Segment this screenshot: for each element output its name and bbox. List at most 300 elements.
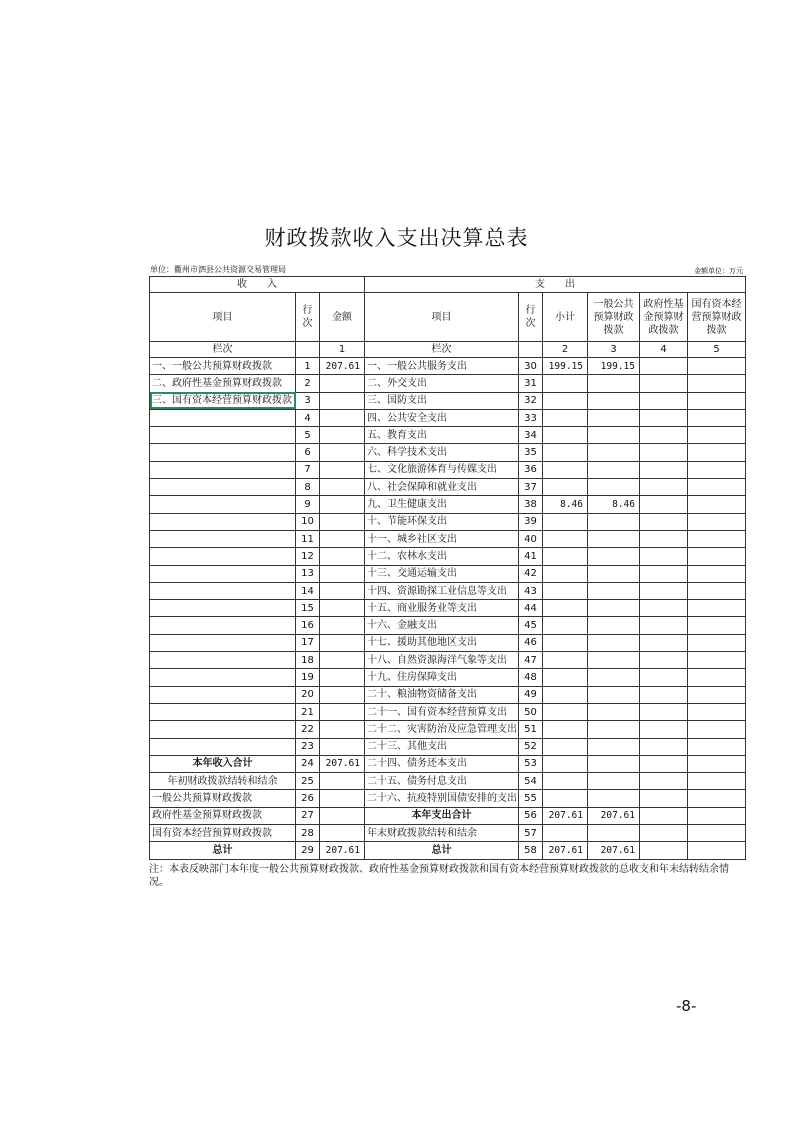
expense-row-no-cell[interactable]: 37 bbox=[519, 479, 543, 496]
expense-item-cell[interactable]: 十四、资源勘探工业信息等支出 bbox=[365, 582, 519, 599]
income-amount-cell[interactable]: 207.61 bbox=[320, 358, 365, 375]
subtotal-cell[interactable]: 199.15 bbox=[543, 358, 588, 375]
table-row bbox=[150, 669, 746, 686]
income-row-no-cell[interactable]: 15 bbox=[296, 600, 320, 617]
income-item-cell[interactable]: 国有资本经营预算财政拨款 bbox=[150, 825, 296, 842]
expense-item-cell[interactable]: 一、一般公共服务支出 bbox=[365, 358, 519, 375]
income-row-no-cell[interactable]: 18 bbox=[296, 652, 320, 669]
general-budget-cell[interactable] bbox=[588, 721, 640, 738]
expense-item-cell[interactable]: 十、节能环保支出 bbox=[365, 513, 519, 530]
expense-row-no-cell[interactable]: 31 bbox=[519, 375, 543, 392]
expense-item-cell[interactable]: 六、科学技术支出 bbox=[365, 444, 519, 461]
gov-fund-cell[interactable] bbox=[640, 461, 688, 478]
general-budget-cell[interactable] bbox=[588, 548, 640, 565]
income-item-cell[interactable] bbox=[150, 548, 296, 565]
header-income-amount[interactable]: 金额 bbox=[320, 293, 365, 342]
income-amount-cell[interactable] bbox=[320, 738, 365, 755]
general-budget-cell[interactable] bbox=[588, 409, 640, 426]
expense-row-no-cell[interactable]: 30 bbox=[519, 358, 543, 375]
expense-item-cell[interactable]: 四、公共安全支出 bbox=[365, 409, 519, 426]
state-capital-cell[interactable] bbox=[688, 686, 746, 703]
subtotal-cell[interactable] bbox=[543, 686, 588, 703]
expense-row-no-cell[interactable]: 54 bbox=[519, 773, 543, 790]
expense-row-no-cell[interactable]: 52 bbox=[519, 738, 543, 755]
table-footnote: 注：本表反映部门本年度一般公共预算财政拨款、政府性基金预算财政拨款和国有资本经营预算财政拨款的总收支和年末结转结余情况。 bbox=[149, 863, 729, 888]
expense-item-cell[interactable]: 二十六、抗疫特别国债安排的支出 bbox=[365, 790, 519, 807]
income-item-cell[interactable]: 一般公共预算财政拨款 bbox=[150, 790, 296, 807]
table-row bbox=[150, 582, 746, 599]
subtotal-cell[interactable] bbox=[543, 755, 588, 772]
general-budget-cell[interactable] bbox=[588, 530, 640, 547]
income-row-no-cell[interactable]: 9 bbox=[296, 496, 320, 513]
state-capital-cell[interactable] bbox=[688, 461, 746, 478]
table-row bbox=[150, 686, 746, 703]
col-index-label-right[interactable]: 栏次 bbox=[365, 342, 519, 358]
subtotal-cell[interactable] bbox=[543, 392, 588, 409]
expense-item-cell[interactable]: 十七、援助其他地区支出 bbox=[365, 634, 519, 651]
state-capital-cell[interactable] bbox=[688, 825, 746, 842]
income-amount-cell[interactable] bbox=[320, 375, 365, 392]
income-item-cell[interactable] bbox=[150, 530, 296, 547]
gov-fund-cell[interactable] bbox=[640, 617, 688, 634]
state-capital-cell[interactable] bbox=[688, 548, 746, 565]
expense-row-no-cell[interactable]: 57 bbox=[519, 825, 543, 842]
gov-fund-cell[interactable] bbox=[640, 703, 688, 720]
general-budget-cell[interactable]: 199.15 bbox=[588, 358, 640, 375]
subtotal-cell[interactable] bbox=[543, 548, 588, 565]
income-item-cell[interactable] bbox=[150, 496, 296, 513]
subtotal-cell[interactable] bbox=[543, 375, 588, 392]
expense-row-no-cell[interactable]: 50 bbox=[519, 703, 543, 720]
general-budget-cell[interactable] bbox=[588, 755, 640, 772]
header-gov-fund[interactable]: 政府性基金预算财政拨款 bbox=[640, 293, 688, 342]
income-row-no-cell[interactable]: 17 bbox=[296, 634, 320, 651]
expense-row-no-cell[interactable]: 45 bbox=[519, 617, 543, 634]
income-item-cell[interactable] bbox=[150, 721, 296, 738]
gov-fund-cell[interactable] bbox=[640, 409, 688, 426]
general-budget-cell[interactable] bbox=[588, 444, 640, 461]
expense-item-cell[interactable]: 十一、城乡社区支出 bbox=[365, 530, 519, 547]
income-item-cell[interactable] bbox=[150, 617, 296, 634]
income-row-no-cell[interactable]: 19 bbox=[296, 669, 320, 686]
income-amount-cell[interactable] bbox=[320, 773, 365, 790]
income-item-cell[interactable] bbox=[150, 427, 296, 444]
expense-item-cell[interactable]: 二十四、债务还本支出 bbox=[365, 755, 519, 772]
subtotal-cell[interactable] bbox=[543, 790, 588, 807]
table-row bbox=[150, 496, 746, 513]
gov-fund-cell[interactable] bbox=[640, 582, 688, 599]
expense-row-no-cell[interactable]: 32 bbox=[519, 392, 543, 409]
gov-fund-cell[interactable] bbox=[640, 565, 688, 582]
income-amount-cell[interactable] bbox=[320, 479, 365, 496]
expense-row-no-cell[interactable]: 36 bbox=[519, 461, 543, 478]
col-index-blank[interactable] bbox=[519, 342, 543, 358]
income-row-no-cell[interactable]: 16 bbox=[296, 617, 320, 634]
gov-fund-cell[interactable] bbox=[640, 825, 688, 842]
table-row bbox=[150, 461, 746, 478]
table-row bbox=[150, 790, 746, 807]
income-item-cell[interactable]: 年初财政拨款结转和结余 bbox=[150, 773, 296, 790]
income-row-no-cell[interactable]: 13 bbox=[296, 565, 320, 582]
state-capital-cell[interactable] bbox=[688, 496, 746, 513]
gov-fund-cell[interactable] bbox=[640, 790, 688, 807]
expense-row-no-cell[interactable]: 34 bbox=[519, 427, 543, 444]
income-row-no-cell[interactable]: 22 bbox=[296, 721, 320, 738]
subtotal-cell[interactable] bbox=[543, 530, 588, 547]
expense-row-no-cell[interactable]: 47 bbox=[519, 652, 543, 669]
expense-row-no-cell[interactable]: 43 bbox=[519, 582, 543, 599]
col-index-1[interactable]: 1 bbox=[320, 342, 365, 358]
subtotal-cell[interactable] bbox=[543, 513, 588, 530]
general-budget-cell[interactable] bbox=[588, 773, 640, 790]
state-capital-cell[interactable] bbox=[688, 773, 746, 790]
header-income-item[interactable]: 项目 bbox=[150, 293, 296, 342]
expense-item-cell[interactable]: 九、卫生健康支出 bbox=[365, 496, 519, 513]
expense-row-no-cell[interactable]: 48 bbox=[519, 669, 543, 686]
subtotal-cell[interactable]: 207.61 bbox=[543, 807, 588, 824]
expense-item-cell[interactable]: 十六、金融支出 bbox=[365, 617, 519, 634]
state-capital-cell[interactable] bbox=[688, 565, 746, 582]
income-item-cell[interactable]: 本年收入合计 bbox=[150, 755, 296, 772]
gov-fund-cell[interactable] bbox=[640, 479, 688, 496]
income-amount-cell[interactable] bbox=[320, 582, 365, 599]
expense-item-cell[interactable]: 二、外交支出 bbox=[365, 375, 519, 392]
gov-fund-cell[interactable] bbox=[640, 721, 688, 738]
expense-item-cell[interactable]: 三、国防支出 bbox=[365, 392, 519, 409]
col-index-blank[interactable] bbox=[296, 342, 320, 358]
expense-item-cell[interactable]: 总计 bbox=[365, 842, 519, 859]
subtotal-cell[interactable] bbox=[543, 409, 588, 426]
income-section-header[interactable]: 收 入 bbox=[150, 277, 365, 293]
expense-row-no-cell[interactable]: 33 bbox=[519, 409, 543, 426]
subtotal-cell[interactable] bbox=[543, 652, 588, 669]
expense-item-cell[interactable]: 年末财政拨款结转和结余 bbox=[365, 825, 519, 842]
col-index-label-left[interactable]: 栏次 bbox=[150, 342, 296, 358]
income-amount-cell[interactable] bbox=[320, 427, 365, 444]
state-capital-cell[interactable] bbox=[688, 479, 746, 496]
expense-row-no-cell[interactable]: 58 bbox=[519, 842, 543, 859]
table-row bbox=[150, 755, 746, 772]
income-item-cell[interactable]: 一、一般公共预算财政拨款 bbox=[150, 358, 296, 375]
state-capital-cell[interactable] bbox=[688, 358, 746, 375]
header-state-capital[interactable]: 国有资本经营预算财政拨款 bbox=[688, 293, 746, 342]
income-amount-cell[interactable] bbox=[320, 686, 365, 703]
expense-row-no-cell[interactable]: 44 bbox=[519, 600, 543, 617]
general-budget-cell[interactable]: 207.61 bbox=[588, 842, 640, 859]
general-budget-cell[interactable] bbox=[588, 565, 640, 582]
expense-item-cell[interactable]: 十九、住房保障支出 bbox=[365, 669, 519, 686]
general-budget-cell[interactable] bbox=[588, 703, 640, 720]
income-amount-cell[interactable] bbox=[320, 565, 365, 582]
col-index-4[interactable]: 4 bbox=[640, 342, 688, 358]
gov-fund-cell[interactable] bbox=[640, 513, 688, 530]
gov-fund-cell[interactable] bbox=[640, 652, 688, 669]
expense-row-no-cell[interactable]: 35 bbox=[519, 444, 543, 461]
gov-fund-cell[interactable] bbox=[640, 842, 688, 859]
expense-row-no-cell[interactable]: 56 bbox=[519, 807, 543, 824]
state-capital-cell[interactable] bbox=[688, 669, 746, 686]
table-row bbox=[150, 479, 746, 496]
subtotal-cell[interactable]: 8.46 bbox=[543, 496, 588, 513]
income-amount-cell[interactable] bbox=[320, 669, 365, 686]
general-budget-cell[interactable] bbox=[588, 392, 640, 409]
state-capital-cell[interactable] bbox=[688, 807, 746, 824]
expense-row-no-cell[interactable]: 49 bbox=[519, 686, 543, 703]
income-row-no-cell[interactable]: 25 bbox=[296, 773, 320, 790]
general-budget-cell[interactable] bbox=[588, 513, 640, 530]
state-capital-cell[interactable] bbox=[688, 721, 746, 738]
income-row-no-cell[interactable]: 29 bbox=[296, 842, 320, 859]
income-amount-cell[interactable] bbox=[320, 548, 365, 565]
income-row-no-cell[interactable]: 1 bbox=[296, 358, 320, 375]
gov-fund-cell[interactable] bbox=[640, 358, 688, 375]
gov-fund-cell[interactable] bbox=[640, 807, 688, 824]
col-index-2[interactable]: 2 bbox=[543, 342, 588, 358]
gov-fund-cell[interactable] bbox=[640, 600, 688, 617]
general-budget-cell[interactable]: 207.61 bbox=[588, 807, 640, 824]
header-subtotal[interactable]: 小计 bbox=[543, 293, 588, 342]
income-amount-cell[interactable]: 207.61 bbox=[320, 842, 365, 859]
gov-fund-cell[interactable] bbox=[640, 548, 688, 565]
general-budget-cell[interactable] bbox=[588, 479, 640, 496]
income-item-cell[interactable] bbox=[150, 703, 296, 720]
income-item-cell[interactable]: 三、国有资本经营预算财政拨款 bbox=[150, 392, 296, 409]
table-row bbox=[150, 721, 746, 738]
state-capital-cell[interactable] bbox=[688, 738, 746, 755]
state-capital-cell[interactable] bbox=[688, 375, 746, 392]
income-row-no-cell[interactable]: 24 bbox=[296, 755, 320, 772]
subtotal-cell[interactable] bbox=[543, 825, 588, 842]
income-item-cell[interactable]: 总计 bbox=[150, 842, 296, 859]
income-row-no-cell[interactable]: 23 bbox=[296, 738, 320, 755]
subtotal-cell[interactable] bbox=[543, 738, 588, 755]
gov-fund-cell[interactable] bbox=[640, 634, 688, 651]
col-index-5[interactable]: 5 bbox=[688, 342, 746, 358]
general-budget-cell[interactable] bbox=[588, 600, 640, 617]
subtotal-cell[interactable] bbox=[543, 427, 588, 444]
general-budget-cell[interactable] bbox=[588, 686, 640, 703]
amount-unit-label: 金额单位：万元 bbox=[694, 267, 743, 275]
income-amount-cell[interactable]: 207.61 bbox=[320, 755, 365, 772]
income-item-cell[interactable] bbox=[150, 600, 296, 617]
income-item-cell[interactable] bbox=[150, 652, 296, 669]
income-amount-cell[interactable] bbox=[320, 392, 365, 409]
state-capital-cell[interactable] bbox=[688, 617, 746, 634]
income-row-no-cell[interactable]: 10 bbox=[296, 513, 320, 530]
income-item-cell[interactable] bbox=[150, 409, 296, 426]
income-row-no-cell[interactable]: 11 bbox=[296, 530, 320, 547]
subtotal-cell[interactable] bbox=[543, 600, 588, 617]
general-budget-cell[interactable] bbox=[588, 427, 640, 444]
income-item-cell[interactable] bbox=[150, 634, 296, 651]
gov-fund-cell[interactable] bbox=[640, 669, 688, 686]
income-amount-cell[interactable] bbox=[320, 617, 365, 634]
income-amount-cell[interactable] bbox=[320, 807, 365, 824]
expense-item-cell[interactable]: 十二、农林水支出 bbox=[365, 548, 519, 565]
state-capital-cell[interactable] bbox=[688, 513, 746, 530]
table-row bbox=[150, 444, 746, 461]
income-amount-cell[interactable] bbox=[320, 513, 365, 530]
gov-fund-cell[interactable] bbox=[640, 375, 688, 392]
state-capital-cell[interactable] bbox=[688, 392, 746, 409]
income-item-cell[interactable] bbox=[150, 479, 296, 496]
income-item-cell[interactable] bbox=[150, 461, 296, 478]
income-row-no-cell[interactable]: 21 bbox=[296, 703, 320, 720]
income-amount-cell[interactable] bbox=[320, 461, 365, 478]
expense-item-cell[interactable]: 二十、粮油物资储备支出 bbox=[365, 686, 519, 703]
header-income-row-no[interactable]: 行次 bbox=[296, 293, 320, 342]
general-budget-cell[interactable] bbox=[588, 617, 640, 634]
state-capital-cell[interactable] bbox=[688, 634, 746, 651]
income-row-no-cell[interactable]: 27 bbox=[296, 807, 320, 824]
state-capital-cell[interactable] bbox=[688, 790, 746, 807]
subtotal-cell[interactable] bbox=[543, 565, 588, 582]
state-capital-cell[interactable] bbox=[688, 427, 746, 444]
general-budget-cell[interactable]: 8.46 bbox=[588, 496, 640, 513]
income-item-cell[interactable]: 政府性基金预算财政拨款 bbox=[150, 807, 296, 824]
general-budget-cell[interactable] bbox=[588, 375, 640, 392]
subtotal-cell[interactable] bbox=[543, 582, 588, 599]
income-item-cell[interactable] bbox=[150, 513, 296, 530]
subtotal-cell[interactable] bbox=[543, 669, 588, 686]
income-row-no-cell[interactable]: 8 bbox=[296, 479, 320, 496]
state-capital-cell[interactable] bbox=[688, 530, 746, 547]
gov-fund-cell[interactable] bbox=[640, 392, 688, 409]
income-item-cell[interactable] bbox=[150, 444, 296, 461]
expense-row-no-cell[interactable]: 40 bbox=[519, 530, 543, 547]
general-budget-cell[interactable] bbox=[588, 738, 640, 755]
general-budget-cell[interactable] bbox=[588, 790, 640, 807]
income-amount-cell[interactable] bbox=[320, 703, 365, 720]
state-capital-cell[interactable] bbox=[688, 652, 746, 669]
expense-item-cell[interactable]: 五、教育支出 bbox=[365, 427, 519, 444]
income-amount-cell[interactable] bbox=[320, 444, 365, 461]
income-item-cell[interactable] bbox=[150, 686, 296, 703]
header-general-budget[interactable]: 一般公共预算财政拨款 bbox=[588, 293, 640, 342]
state-capital-cell[interactable] bbox=[688, 703, 746, 720]
income-row-no-cell[interactable]: 26 bbox=[296, 790, 320, 807]
state-capital-cell[interactable] bbox=[688, 409, 746, 426]
expense-row-no-cell[interactable]: 51 bbox=[519, 721, 543, 738]
subtotal-cell[interactable] bbox=[543, 703, 588, 720]
header-expense-item[interactable]: 项目 bbox=[365, 293, 519, 342]
expense-row-no-cell[interactable]: 46 bbox=[519, 634, 543, 651]
expense-item-cell[interactable]: 十八、自然资源海洋气象等支出 bbox=[365, 652, 519, 669]
page-number: -8- bbox=[676, 997, 697, 1015]
general-budget-cell[interactable] bbox=[588, 669, 640, 686]
income-row-no-cell[interactable]: 20 bbox=[296, 686, 320, 703]
table-row bbox=[150, 652, 746, 669]
income-item-cell[interactable]: 二、政府性基金预算财政拨款 bbox=[150, 375, 296, 392]
expense-section-header[interactable]: 支 出 bbox=[365, 277, 746, 293]
table-row bbox=[150, 807, 746, 824]
expense-item-cell[interactable]: 七、文化旅游体育与传媒支出 bbox=[365, 461, 519, 478]
general-budget-cell[interactable] bbox=[588, 825, 640, 842]
table-row bbox=[150, 513, 746, 530]
expense-item-cell[interactable]: 二十五、债务付息支出 bbox=[365, 773, 519, 790]
subtotal-cell[interactable] bbox=[543, 634, 588, 651]
subtotal-cell[interactable] bbox=[543, 617, 588, 634]
expense-row-no-cell[interactable]: 38 bbox=[519, 496, 543, 513]
expense-item-cell[interactable]: 二十二、灾害防治及应急管理支出 bbox=[365, 721, 519, 738]
gov-fund-cell[interactable] bbox=[640, 530, 688, 547]
general-budget-cell[interactable] bbox=[588, 461, 640, 478]
income-row-no-cell[interactable]: 28 bbox=[296, 825, 320, 842]
income-amount-cell[interactable] bbox=[320, 721, 365, 738]
state-capital-cell[interactable] bbox=[688, 755, 746, 772]
subtotal-cell[interactable] bbox=[543, 721, 588, 738]
gov-fund-cell[interactable] bbox=[640, 773, 688, 790]
expense-item-cell[interactable]: 十三、交通运输支出 bbox=[365, 565, 519, 582]
expense-item-cell[interactable]: 十五、商业服务业等支出 bbox=[365, 600, 519, 617]
expense-row-no-cell[interactable]: 42 bbox=[519, 565, 543, 582]
income-row-no-cell[interactable]: 3 bbox=[296, 392, 320, 409]
subtotal-cell[interactable]: 207.61 bbox=[543, 842, 588, 859]
gov-fund-cell[interactable] bbox=[640, 738, 688, 755]
general-budget-cell[interactable] bbox=[588, 634, 640, 651]
general-budget-cell[interactable] bbox=[588, 582, 640, 599]
expense-row-no-cell[interactable]: 55 bbox=[519, 790, 543, 807]
income-amount-cell[interactable] bbox=[320, 530, 365, 547]
income-amount-cell[interactable] bbox=[320, 825, 365, 842]
subtotal-cell[interactable] bbox=[543, 461, 588, 478]
income-row-no-cell[interactable]: 7 bbox=[296, 461, 320, 478]
income-amount-cell[interactable] bbox=[320, 496, 365, 513]
col-index-3[interactable]: 3 bbox=[588, 342, 640, 358]
income-amount-cell[interactable] bbox=[320, 790, 365, 807]
income-item-cell[interactable] bbox=[150, 565, 296, 582]
general-budget-cell[interactable] bbox=[588, 652, 640, 669]
income-amount-cell[interactable] bbox=[320, 600, 365, 617]
income-row-no-cell[interactable]: 5 bbox=[296, 427, 320, 444]
subtotal-cell[interactable] bbox=[543, 444, 588, 461]
income-row-no-cell[interactable]: 6 bbox=[296, 444, 320, 461]
subtotal-cell[interactable] bbox=[543, 773, 588, 790]
gov-fund-cell[interactable] bbox=[640, 444, 688, 461]
state-capital-cell[interactable] bbox=[688, 600, 746, 617]
expense-row-no-cell[interactable]: 39 bbox=[519, 513, 543, 530]
state-capital-cell[interactable] bbox=[688, 444, 746, 461]
income-amount-cell[interactable] bbox=[320, 634, 365, 651]
expense-item-cell[interactable]: 二十三、其他支出 bbox=[365, 738, 519, 755]
expense-item-cell[interactable]: 二十一、国有资本经营预算支出 bbox=[365, 703, 519, 720]
gov-fund-cell[interactable] bbox=[640, 496, 688, 513]
state-capital-cell[interactable] bbox=[688, 582, 746, 599]
income-row-no-cell[interactable]: 14 bbox=[296, 582, 320, 599]
gov-fund-cell[interactable] bbox=[640, 427, 688, 444]
income-item-cell[interactable] bbox=[150, 738, 296, 755]
expense-item-cell[interactable]: 本年支出合计 bbox=[365, 807, 519, 824]
unit-label: 单位：衢州市泗县公共资源交易管理局 bbox=[150, 265, 286, 274]
income-item-cell[interactable] bbox=[150, 669, 296, 686]
table-row bbox=[150, 392, 746, 409]
income-row-no-cell[interactable]: 12 bbox=[296, 548, 320, 565]
expense-row-no-cell[interactable]: 53 bbox=[519, 755, 543, 772]
income-amount-cell[interactable] bbox=[320, 652, 365, 669]
income-item-cell[interactable] bbox=[150, 582, 296, 599]
income-amount-cell[interactable] bbox=[320, 409, 365, 426]
subtotal-cell[interactable] bbox=[543, 479, 588, 496]
expense-item-cell[interactable]: 八、社会保障和就业支出 bbox=[365, 479, 519, 496]
income-row-no-cell[interactable]: 2 bbox=[296, 375, 320, 392]
state-capital-cell[interactable] bbox=[688, 842, 746, 859]
gov-fund-cell[interactable] bbox=[640, 686, 688, 703]
spreadsheet bbox=[149, 262, 745, 889]
income-row-no-cell[interactable]: 4 bbox=[296, 409, 320, 426]
header-expense-row-no[interactable]: 行次 bbox=[519, 293, 543, 342]
gov-fund-cell[interactable] bbox=[640, 755, 688, 772]
expense-row-no-cell[interactable]: 41 bbox=[519, 548, 543, 565]
